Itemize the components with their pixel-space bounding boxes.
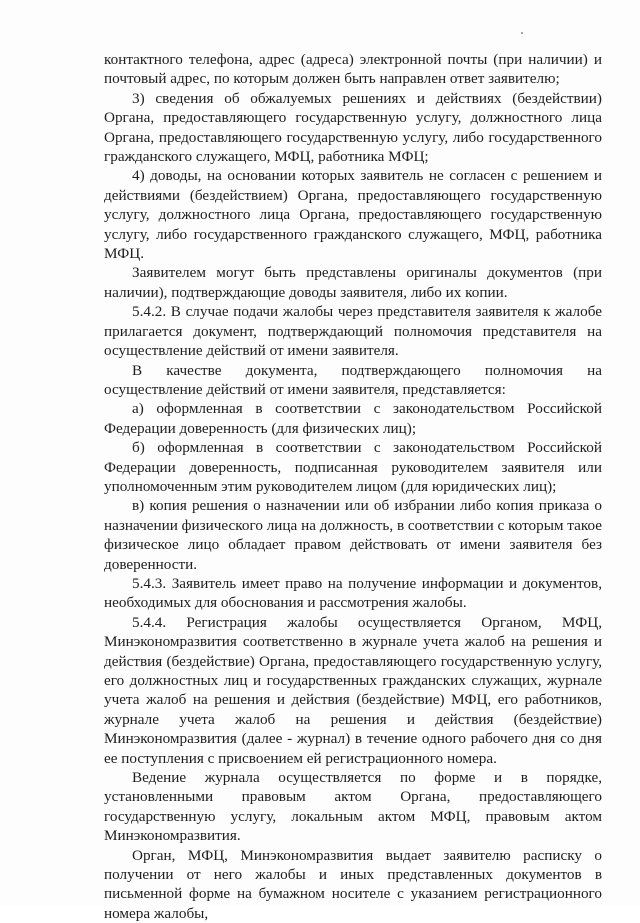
paragraph-item-3: 3) сведения об обжалуемых решениях и действиях (бездействии) Органа, предоставляющего государственную услугу, должностного лица Органа, предоставляющего государственную услугу, либо государственного гражданского служащего, МФЦ, работника МФЦ; — [104, 89, 602, 166]
paragraph-item-a: а) оформленная в соответствии с законодательством Российской Федерации доверенность (для физических лиц); — [104, 400, 602, 437]
paragraph-item-v: в) копия решения о назначении или об избрании либо копия приказа о назначении физического лица на должность, в соответствии с которым такое физическое лицо обладает правом действовать от имени заявителя без доверенности. — [104, 497, 602, 573]
paragraph-authority-document: В качестве документа, подтверждающего полномочия на осуществление действий от имени заявителя, представляется: — [104, 361, 602, 398]
document-body — [104, 50, 602, 923]
paragraph-5-4-2: 5.4.2. В случае подачи жалобы через представителя заявителя к жалобе прилагается документ, подтверждающий полномочия представителя на осуществление действий от имени заявителя. — [104, 303, 602, 360]
paragraph-item-b: б) оформленная в соответствии с законодательством Российской Федерации доверенность, подписанная руководителем заявителя или уполномоченным этим руководителем лицом (для юридических лиц); — [104, 439, 602, 495]
paragraph-5-4-3: 5.4.3. Заявитель имеет право на получение информации и документов, необходимых для обоснования и рассмотрения жалобы. — [104, 574, 602, 612]
paragraph-journal: Ведение журнала осуществляется по форме и в порядке, установленными правовым актом Органа, предоставляющего государственную услугу, локальным актом МФЦ, правовым актом Минэкономразвития. — [104, 769, 602, 845]
paragraph-item-4: 4) доводы, на основании которых заявитель не согласен с решением и действиями (бездействием) Органа, предоставляющего государственную услугу, должностного лица Органа, предоставляющего государственную услугу, либо государственного гражданского служащего, МФЦ, работника МФЦ. — [104, 167, 602, 263]
paragraph-contact-continuation: контактного телефона, адрес (адреса) электронной почты (при наличии) и почтовый адрес, по которым должен быть направлен ответ заявителю; — [104, 51, 602, 88]
paragraph-5-4-4: 5.4.4. Регистрация жалобы осуществляется Органом, МФЦ, Минэкономразвития соответственно в журнале учета жалоб на решения и действия (бездействие) Органа, предоставляющего государственную услугу, его должностных лиц и государственных гражданских служащих, журнале учета жалоб на решения и действия (бездействие) МФЦ, его работников, журнале учета жалоб на решения и действия (бездействие) Минэкономразвития (далее - журнал) в течение одного рабочего дня со дня ее поступления с присвоением ей регистрационного номера. — [104, 613, 602, 767]
paragraph-receipt: Орган, МФЦ, Минэкономразвития выдает заявителю расписку о получении от него жалобы и иных представленных документов в письменной форме на бумажном носителе с указанием регистрационного номера жалобы, — [104, 846, 602, 922]
scan-speck — [521, 32, 523, 34]
paragraph-originals: Заявителем могут быть представлены оригиналы документов (при наличии), подтверждающие доводы заявителя, либо их копии. — [104, 264, 602, 301]
